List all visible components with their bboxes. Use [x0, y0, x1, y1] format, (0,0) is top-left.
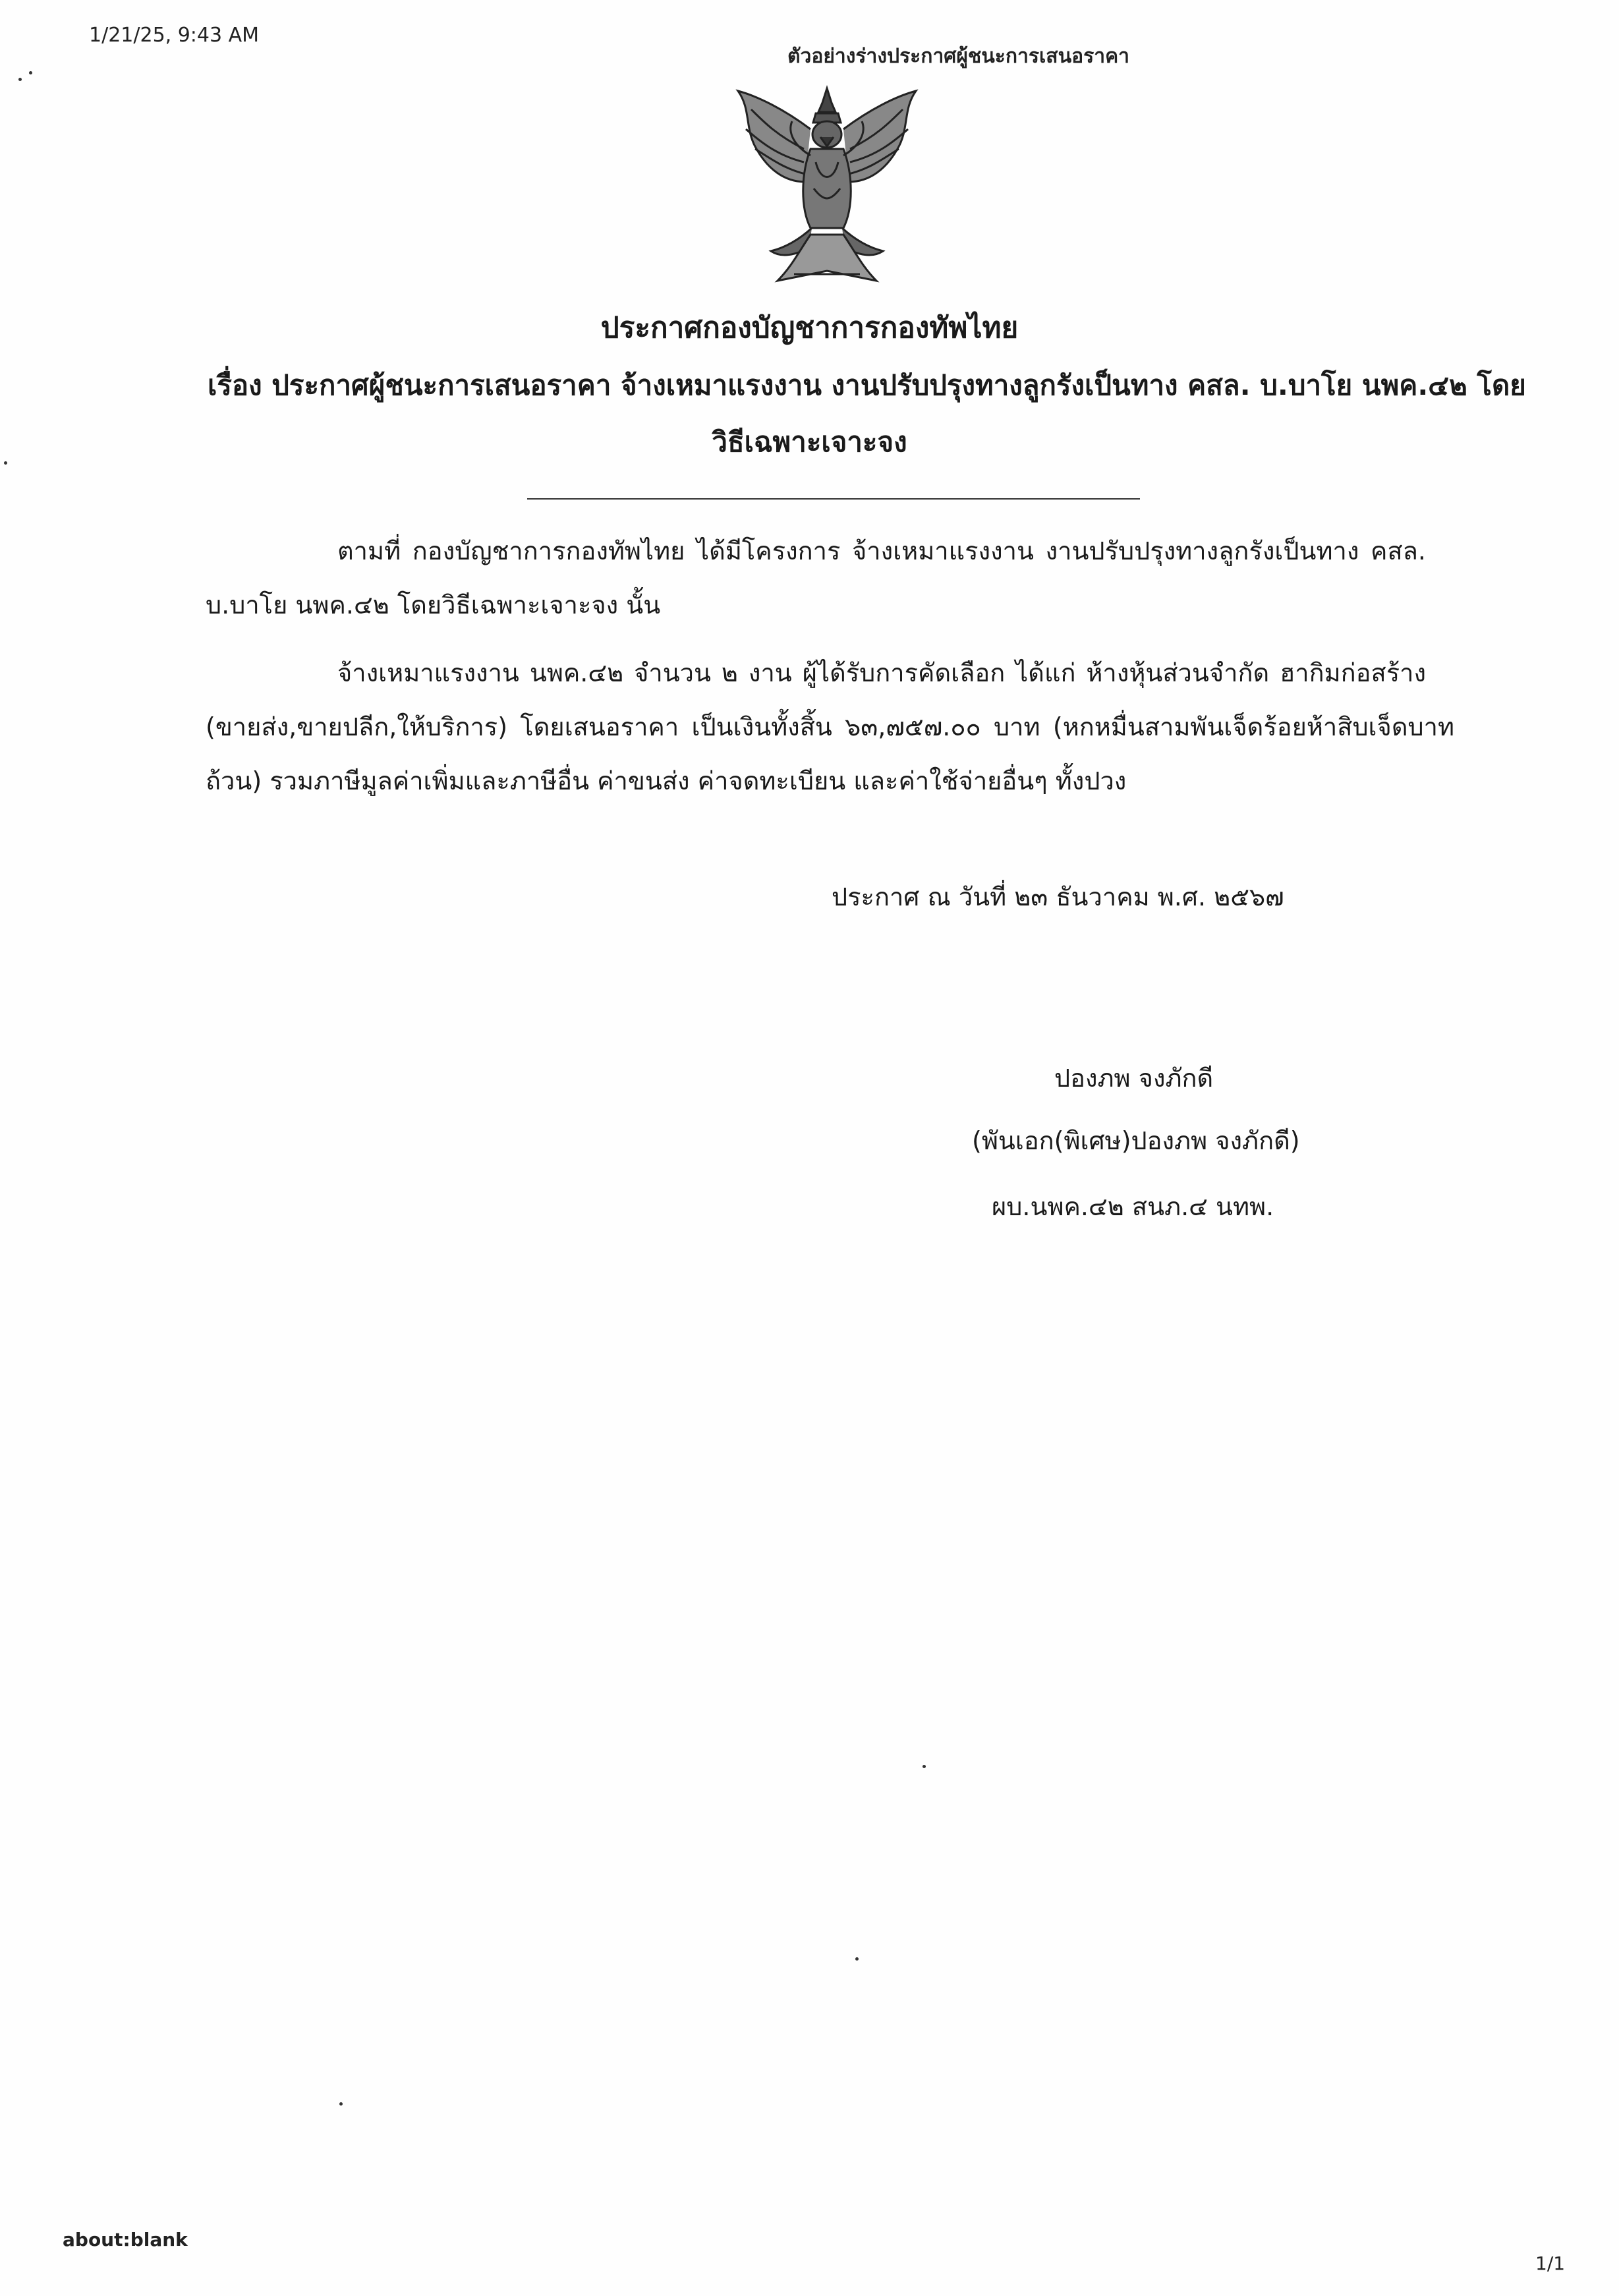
scan-speck	[855, 1957, 859, 1961]
print-page-count: 1/1	[1535, 2253, 1566, 2274]
announcement-subject-continued: วิธีเฉพาะเจาะจง	[712, 426, 907, 458]
announcement-date: ประกาศ ณ วันที่ ๒๓ ธันวาคม พ.ศ. ๒๕๖๗	[832, 882, 1284, 911]
paragraph-2-line-2: (ขายส่ง,ขายปลีก,ให้บริการ) โดยเสนอราคา เป็นเงินทั้งสิ้น ๖๓,๗๕๗.๐๐ บาท (หกหมื่นสามพันเจ็ดร้อยห้าสิบเจ็ดบาท	[206, 712, 1454, 741]
title-divider	[527, 498, 1140, 500]
signatory-position: ผบ.นพค.๔๒ สนภ.๔ นทพ.	[992, 1192, 1274, 1221]
print-document-label: ตัวอย่างร่างประกาศผู้ชนะการเสนอราคา	[787, 45, 1129, 68]
scan-speck	[29, 71, 32, 74]
scan-speck	[18, 78, 22, 81]
paragraph-1-line-2: บ.บาโย นพค.๔๒ โดยวิธีเฉพาะเจาะจง นั้น	[206, 590, 661, 619]
print-url: about:blank	[63, 2229, 188, 2251]
scan-speck	[4, 461, 7, 465]
paragraph-2-line-3: ถ้วน) รวมภาษีมูลค่าเพิ่มและภาษีอื่น ค่าขนส่ง ค่าจดทะเบียน และค่าใช้จ่ายอื่นๆ ทั้งปวง	[206, 766, 1127, 795]
paragraph-2-line-1: จ้างเหมาแรงงาน นพค.๔๒ จำนวน ๒ งาน ผู้ได้รับการคัดเลือก ได้แก่ ห้างหุ้นส่วนจำกัด ฮากิมก่อสร้าง	[337, 658, 1426, 687]
scan-speck	[339, 2102, 343, 2106]
print-datetime: 1/21/25, 9:43 AM	[89, 24, 260, 47]
announcement-title: ประกาศกองบัญชาการกองทัพไทย	[600, 311, 1019, 345]
scan-speck	[923, 1765, 926, 1768]
paragraph-1-line-1: ตามที่ กองบัญชาการกองทัพไทย ได้มีโครงการ จ้างเหมาแรงงาน งานปรับปรุงทางลูกรังเป็นทาง คสล.	[337, 536, 1426, 565]
announcement-subject: เรื่อง ประกาศผู้ชนะการเสนอราคา จ้างเหมาแรงงาน งานปรับปรุงทางลูกรังเป็นทาง คสล. บ.บาโย นพค.๔๒ โดย	[208, 369, 1526, 401]
signature-name: ปองภพ จงภักดี	[1054, 1064, 1214, 1093]
garuda-emblem-icon	[731, 83, 923, 287]
signatory-full-name: (พันเอก(พิเศษ)ปองภพ จงภักดี)	[972, 1126, 1300, 1155]
